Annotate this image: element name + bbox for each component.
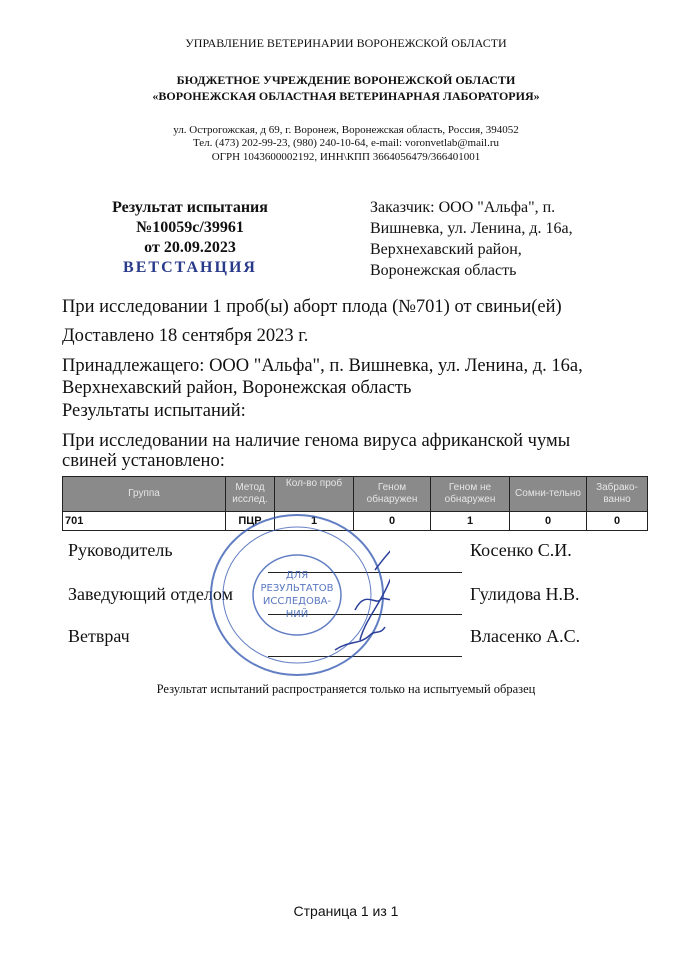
phones: Тел. (473) 202-99-23, (980) 240-10-64, e-mail: voronvetlab@mail.ru <box>192 137 499 149</box>
cell: 0 <box>354 512 431 531</box>
svg-text:РЕЗУЛЬТАТОВ: РЕЗУЛЬТАТОВ <box>260 583 334 594</box>
signature-name: Власенко А.С. <box>470 626 581 646</box>
table-header-row <box>63 477 648 512</box>
org-name-2: «ВОРОНЕЖСКАЯ ОБЛАСТНАЯ ВЕТЕРИНАРНАЯ ЛАБОРАТОРИЯ» <box>152 89 540 103</box>
cell: 1 <box>275 512 354 531</box>
customer-line: Заказчик: ООО "Альфа", п. <box>370 199 556 216</box>
col-header: Кол-во проб <box>275 477 354 512</box>
result-date: от 20.09.2023 <box>144 239 236 256</box>
org-name-1: БЮДЖЕТНОЕ УЧРЕЖДЕНИЕ ВОРОНЕЖСКОЙ ОБЛАСТИ <box>176 73 516 87</box>
results-heading: Результаты испытаний: <box>62 401 246 421</box>
registration-ids: ОГРН 1043600002192, ИНН\КПП 3664056479/366401001 <box>211 151 481 163</box>
customer-line: Вишневка, ул. Ленина, д. 16а, <box>370 220 573 237</box>
cell: ПЦР <box>226 512 275 531</box>
footer-note: Результат испытаний распространяется только на испытуемый образец <box>156 682 536 696</box>
result-title: Результат испытания <box>112 199 268 216</box>
delivered-text: Доставлено 18 сентября 2023 г. <box>62 326 309 346</box>
customer-block <box>370 197 573 281</box>
col-header: Сомни-тельно <box>510 477 587 512</box>
svg-text:ДЛЯ: ДЛЯ <box>285 570 309 581</box>
owner-text-2: Верхнехавский район, Воронежская область <box>62 378 412 398</box>
signature-role: Руководитель <box>68 540 173 560</box>
study-text-2: свиней установлено: <box>62 451 225 471</box>
organization-seal <box>205 510 390 680</box>
customer-line: Воронежская область <box>370 262 517 279</box>
address: ул. Острогожская, д 69, г. Воронеж, Воронежская область, Россия, 394052 <box>173 124 519 136</box>
signature-name: Косенко С.И. <box>470 540 572 560</box>
col-header: Метод исслед. <box>226 477 275 512</box>
col-header: Геном не обнаружен <box>431 477 510 512</box>
signature-role: Ветврач <box>68 626 130 646</box>
col-header: Геном обнаружен <box>354 477 431 512</box>
customer-line: Верхнехавский район, <box>370 241 522 258</box>
cell: 0 <box>510 512 587 531</box>
svg-text:НИЙ: НИЙ <box>285 609 309 620</box>
cell: 0 <box>587 512 648 531</box>
col-header: Забрако-ванно <box>587 477 648 512</box>
col-header: Группа <box>63 477 226 512</box>
cell: 1 <box>431 512 510 531</box>
owner-text: Принадлежащего: ООО "Альфа", п. Вишневка, ул. Ленина, д. 16а, <box>62 356 583 376</box>
signature-role: Заведующий отделом <box>68 584 233 604</box>
cell: 701 <box>63 512 226 531</box>
agency-name: УПРАВЛЕНИЕ ВЕТЕРИНАРИИ ВОРОНЕЖСКОЙ ОБЛАСТИ <box>185 36 507 50</box>
svg-text:ИССЛЕДОВА-: ИССЛЕДОВА- <box>262 596 332 607</box>
signature-name: Гулидова Н.В. <box>470 584 580 604</box>
result-block <box>90 198 290 278</box>
result-number: №10059с/39961 <box>136 219 244 236</box>
vetstation-stamp: ВЕТСТАНЦИЯ <box>123 259 257 276</box>
page-number: Страница 1 из 1 <box>293 903 399 919</box>
sample-text: При исследовании 1 проб(ы) аборт плода (№701) от свиньи(ей) <box>62 297 562 317</box>
study-text: При исследовании на наличие генома вируса африканской чумы <box>62 431 571 451</box>
